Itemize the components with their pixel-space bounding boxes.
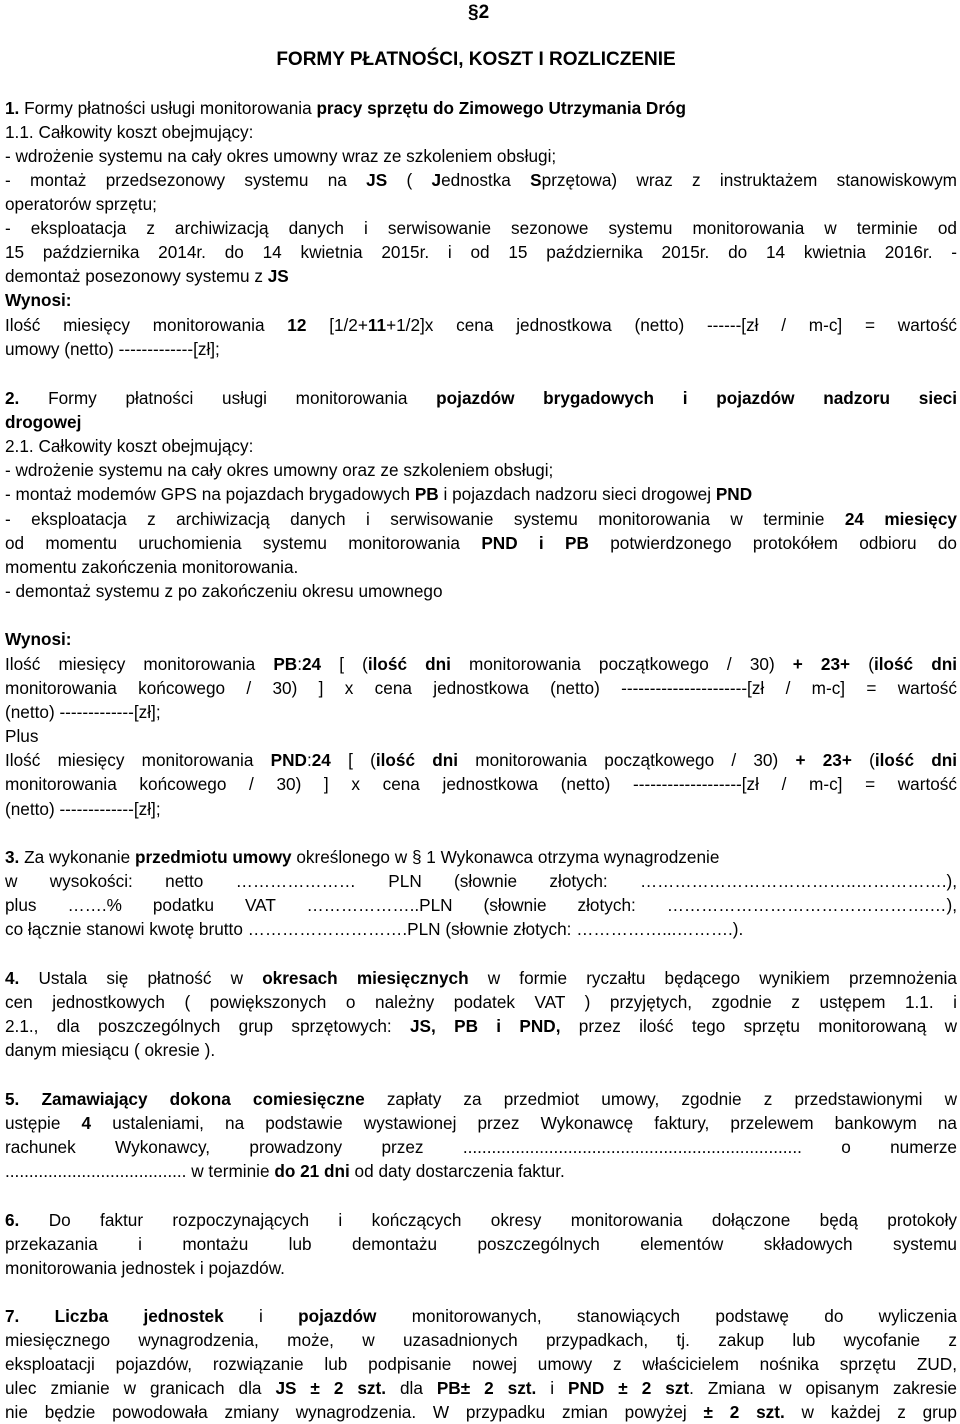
section-7-line: eksploatacji pojazdów, rozwiązanie lub podpisanie nowej umowy z właścicielem nośnika sprzętu ZUD, — [5, 1354, 957, 1374]
section-2-subheading: 2.1. Całkowity koszt obejmujący: — [5, 436, 254, 456]
section-1-item-continued: 15 października 2014r. do 14 kwietnia 2015r. i od 15 października 2015r. do 14 kwietnia 2016r. - — [5, 242, 957, 262]
section-2-item: - wdrożenie systemu na cały okres umowny oraz ze szkoleniem obsługi; — [5, 460, 554, 480]
section-2-pnd-calculation-continued: (netto) -------------[zł]; — [5, 799, 161, 819]
section-5-line: ...................................... w terminie do 21 dni od daty dostarczenia faktur. — [5, 1161, 565, 1181]
section-4-line: 2.1., dla poszczególnych grup sprzętowych: JS, PB i PND, przez ilość tego sprzętu monitorowaną w — [5, 1016, 957, 1036]
section-4-line: 4. Ustala się płatność w okresach miesięcznych w formie ryczałtu będącego wynikiem przemnożenia — [5, 968, 957, 988]
section-6-line: przekazania i montażu lub demontażu poszczególnych elementów składowych systemu — [5, 1234, 957, 1254]
section-2-pb-calculation-continued: (netto) -------------[zł]; — [5, 702, 161, 722]
section-2-item-continued: od momentu uruchomienia systemu monitorowania PND i PB potwierdzonego protokółem odbioru do — [5, 533, 957, 553]
section-2-wynosi-label: Wynosi: — [5, 629, 72, 649]
section-3-line: plus …….% podatku VAT ………………..PLN (słownie złotych: ……………………………………….…), — [5, 895, 957, 915]
section-2-pb-calculation: Ilość miesięcy monitorowania PB:24 [ (ilość dni monitorowania początkowego / 30) + 23+ (ilość dni — [5, 654, 957, 674]
section-3-line: 3. Za wykonanie przedmiotu umowy określonego w § 1 Wykonawca otrzyma wynagrodzenie — [5, 847, 720, 867]
section-5-line: 5. Zamawiający dokona comiesięczne zapłaty za przedmiot umowy, zgodnie z przedstawionymi w — [5, 1089, 957, 1109]
section-2-item: - eksploatacja z archiwizacją danych i serwisowanie systemu monitorowania w terminie 24 miesięcy — [5, 509, 957, 529]
section-3-line: w wysokości: netto ………………… PLN (słownie złotych: ………………………………..…………….), — [5, 871, 957, 891]
section-2-pnd-calculation: Ilość miesięcy monitorowania PND:24 [ (ilość dni monitorowania początkowego / 30) + 23+ (ilość dni — [5, 750, 958, 770]
section-2-item-continued: momentu zakończenia monitorowania. — [5, 557, 299, 577]
section-2-heading: 2. Formy płatności usługi monitorowania pojazdów brygadowych i pojazdów nadzoru sieci — [5, 388, 957, 408]
section-1-calculation: Ilość miesięcy monitorowania 12 [1/2+11+1/2]x cena jednostkowa (netto) ------[zł / m-c] = wartość — [5, 315, 958, 335]
section-1-item: - eksploatacja z archiwizacją danych i serwisowanie sezonowe systemu monitorowania w terminie od — [5, 218, 957, 238]
section-1-heading: 1. Formy płatności usługi monitorowania pracy sprzętu do Zimowego Utrzymania Dróg — [5, 98, 687, 118]
page-number: §2 — [468, 2, 490, 23]
section-6-line: monitorowania jednostek i pojazdów. — [5, 1258, 285, 1278]
section-4-line: danym miesiącu ( okresie ). — [5, 1040, 216, 1060]
section-1-calculation-continued: umowy (netto) -------------[zł]; — [5, 339, 220, 359]
section-1-wynosi-label: Wynosi: — [5, 290, 72, 310]
section-1-item: - wdrożenie systemu na cały okres umowny wraz ze szkoleniem obsługi; — [5, 146, 557, 166]
section-7-line: 7. Liczba jednostek i pojazdów monitorowanych, stanowiących podstawę do wyliczenia — [5, 1306, 957, 1326]
section-1-item-continued: operatorów sprzętu; — [5, 194, 157, 214]
section-2-pb-calculation-continued: monitorowania końcowego / 30) ] x cena jednostkowa (netto) ----------------------[zł / m-c] = wartość — [5, 678, 957, 698]
section-2-item: - demontaż systemu z po zakończeniu okresu umownego — [5, 581, 443, 601]
section-3-line: co łącznie stanowi kwotę brutto ……………………….PLN (słownie złotych: ……………...……….). — [5, 919, 744, 939]
page-title: FORMY PŁATNOŚCI, KOSZT I ROZLICZENIE — [276, 49, 676, 70]
section-2-pnd-calculation-continued: monitorowania końcowego / 30) ] x cena jednostkowa (netto) -------------------[zł / m-c] = wartość — [5, 774, 957, 794]
section-1-item: demontaż posezonowy systemu z JS — [5, 266, 289, 286]
section-1-subheading: 1.1. Całkowity koszt obejmujący: — [5, 122, 254, 142]
section-1-item: - montaż przedsezonowy systemu na JS ( Jednostka Sprzętowa) wraz z instruktażem stanowiskowym — [5, 170, 957, 190]
section-7-line: ulec zmianie w granicach dla JS ± 2 szt. dla PB± 2 szt. i PND ± 2 szt. Zmiana w opisanym zakresie — [5, 1378, 957, 1398]
section-2-heading-continued: drogowej — [5, 412, 82, 432]
section-4-line: cen jednostkowych ( powiększonych o należny podatek VAT ) przyjętych, zgodnie z ustępem 1.1. i — [5, 992, 957, 1012]
section-2-plus: Plus — [5, 726, 39, 746]
section-5-line: ustępie 4 ustaleniami, na podstawie wystawionej przez Wykonawcę faktury, przelewem bankowym na — [5, 1113, 957, 1133]
section-5-line: rachunek Wykonawcy, prowadzony przez ....................................................................... o numerze — [5, 1137, 957, 1157]
section-7-line: miesięcznego wynagrodzenia, może, w uzasadnionych przypadkach, tj. zakup lub wycofanie z — [5, 1330, 957, 1350]
section-6-line: 6. Do faktur rozpoczynających i kończących okresy monitorowania dołączone będą protokoły — [5, 1210, 957, 1230]
section-7-line: nie będzie powodowała zmiany wynagrodzenia. W przypadku zmian powyżej ± 2 szt. w każdej z grup — [5, 1402, 957, 1422]
section-2-item: - montaż modemów GPS na pojazdach brygadowych PB i pojazdach nadzoru sieci drogowej PND — [5, 484, 753, 504]
